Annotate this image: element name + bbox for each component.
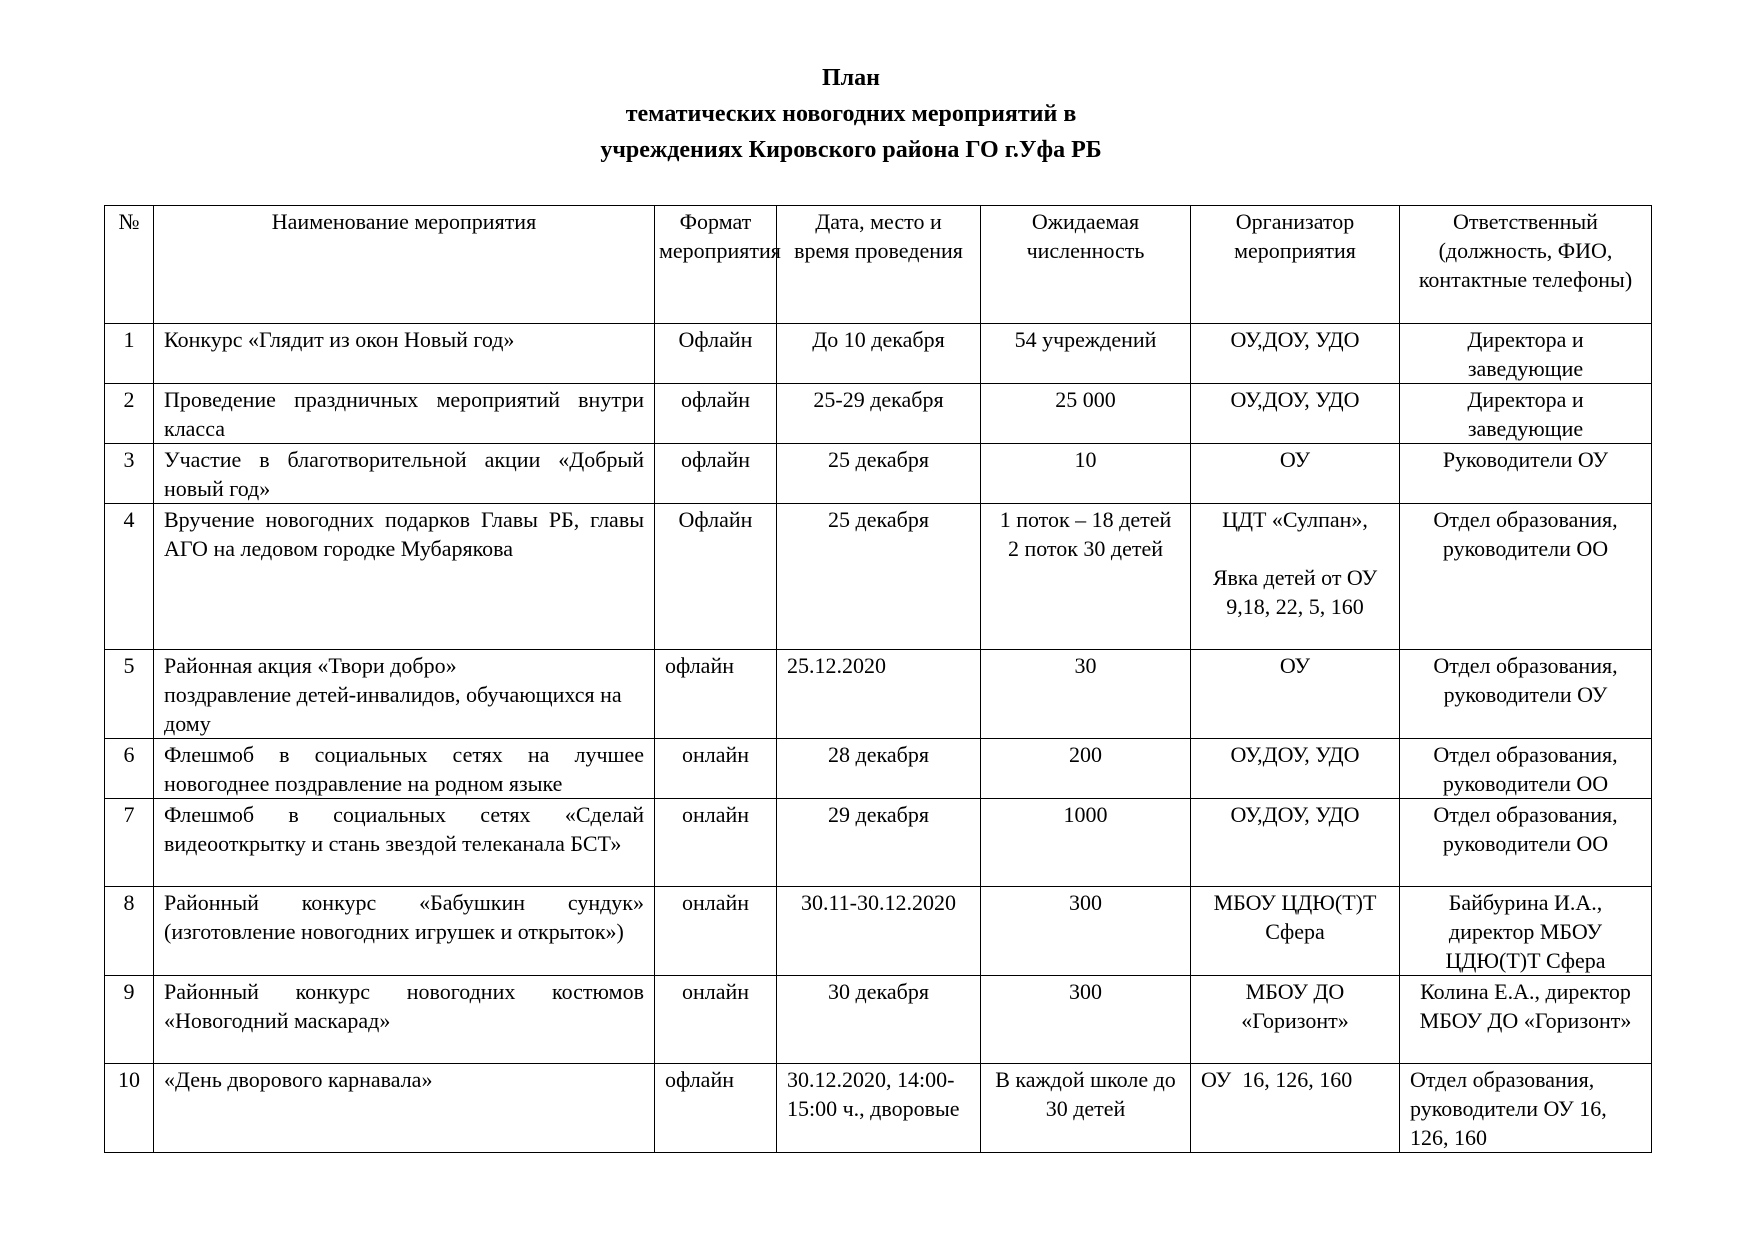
row-count (981, 504, 1191, 650)
row-responsible: Колина Е.А., директор МБОУ ДО «Горизонт» (1400, 976, 1652, 1064)
table-row (105, 739, 1652, 799)
row-count: 1000 (981, 799, 1191, 887)
row-responsible: Руководители ОУ (1400, 444, 1652, 504)
organizer-line-1: ЦДТ «Сулпан», (1222, 507, 1368, 532)
header-responsible: Ответственный (должность, ФИО, контактные телефоны) (1400, 206, 1652, 324)
table-row (105, 504, 1652, 650)
row-name: Конкурс «Глядит из окон Новый год» (154, 324, 655, 384)
header-count: Ожидаемая численность (981, 206, 1191, 324)
row-responsible: Директора и заведующие (1400, 324, 1652, 384)
row-format: онлайн (655, 887, 777, 976)
name-line-1: Районная акция «Твори добро» (164, 653, 457, 678)
title-line-2: тематических новогодних мероприятий в (625, 101, 1077, 127)
row-date: 25 декабря (777, 444, 981, 504)
count-stream-1: 1 поток – 18 детей (999, 507, 1172, 532)
events-table (104, 205, 1652, 1153)
title-line-1: План (822, 65, 880, 91)
title-line-3: учреждениях Кировского района ГО г.Уфа РБ (600, 137, 1102, 163)
row-num: 9 (105, 976, 154, 1064)
row-format: офлайн (655, 384, 777, 444)
row-num: 7 (105, 799, 154, 887)
row-organizer (1191, 504, 1400, 650)
row-name: Участие в благотворительной акции «Добрый новый год» (154, 444, 655, 504)
row-responsible: Байбурина И.А., директор МБОУ ЦДЮ(Т)Т Сфера (1400, 887, 1652, 976)
row-responsible: Отдел образования, руководители ОО (1400, 799, 1652, 887)
row-name: Районный конкурс «Бабушкин сундук» (изготовление новогодних игрушек и открыток») (154, 887, 655, 976)
row-num: 5 (105, 650, 154, 739)
row-date: 30.12.2020, 14:00-15:00 ч., дворовые (777, 1064, 981, 1153)
row-name: «День дворового карнавала» (154, 1064, 655, 1153)
row-date: 25-29 декабря (777, 384, 981, 444)
header-format: Формат мероприятия (655, 206, 777, 324)
header-date: Дата, место и время проведения (777, 206, 981, 324)
row-organizer: ОУ,ДОУ, УДО (1191, 384, 1400, 444)
row-name: Районный конкурс новогодних костюмов «Новогодний маскарад» (154, 976, 655, 1064)
row-format: офлайн (655, 650, 777, 739)
row-organizer: МБОУ ДО «Горизонт» (1191, 976, 1400, 1064)
row-num: 6 (105, 739, 154, 799)
row-count: 54 учреждений (981, 324, 1191, 384)
row-format: онлайн (655, 976, 777, 1064)
row-format: Офлайн (655, 504, 777, 650)
row-num: 4 (105, 504, 154, 650)
row-organizer: МБОУ ЦДЮ(Т)Т Сфера (1191, 887, 1400, 976)
row-date: 25 декабря (777, 504, 981, 650)
name-line-2: поздравление детей-инвалидов, обучающихся на дому (164, 682, 622, 736)
row-responsible: Отдел образования, руководители ОО (1400, 504, 1652, 650)
row-format: офлайн (655, 444, 777, 504)
table-row (105, 324, 1652, 384)
organizer-spacer (1201, 534, 1389, 563)
row-organizer: ОУ,ДОУ, УДО (1191, 739, 1400, 799)
table-row (105, 799, 1652, 887)
row-date: До 10 декабря (777, 324, 981, 384)
row-name (154, 650, 655, 739)
header-organizer: Организатор мероприятия (1191, 206, 1400, 324)
row-organizer: ОУ (1191, 444, 1400, 504)
row-count: 10 (981, 444, 1191, 504)
row-date: 30.11-30.12.2020 (777, 887, 981, 976)
table-row (105, 444, 1652, 504)
row-name: Флешмоб в социальных сетях «Сделай видеооткрытку и стань звездой телеканала БСТ» (154, 799, 655, 887)
row-count: 300 (981, 887, 1191, 976)
organizer-line-2: Явка детей от ОУ 9,18, 22, 5, 160 (1212, 565, 1378, 619)
row-organizer: ОУ,ДОУ, УДО (1191, 799, 1400, 887)
row-num: 8 (105, 887, 154, 976)
row-num: 3 (105, 444, 154, 504)
row-organizer: ОУ,ДОУ, УДО (1191, 324, 1400, 384)
table-row (105, 976, 1652, 1064)
row-count: 300 (981, 976, 1191, 1064)
row-name: Флешмоб в социальных сетях на лучшее новогоднее поздравление на родном языке (154, 739, 655, 799)
row-format: онлайн (655, 799, 777, 887)
row-responsible: Отдел образования, руководители ОУ 16, 126, 160 (1400, 1064, 1652, 1153)
row-organizer: ОУ 16, 126, 160 (1191, 1064, 1400, 1153)
header-num: № (105, 206, 154, 324)
row-date: 29 декабря (777, 799, 981, 887)
table-header-row (105, 206, 1652, 324)
row-name: Вручение новогодних подарков Главы РБ, главы АГО на ледовом городке Мубарякова (154, 504, 655, 650)
row-responsible: Директора и заведующие (1400, 384, 1652, 444)
table-row (105, 384, 1652, 444)
row-count: 25 000 (981, 384, 1191, 444)
row-num: 1 (105, 324, 154, 384)
row-date: 28 декабря (777, 739, 981, 799)
row-count: В каждой школе до 30 детей (981, 1064, 1191, 1153)
document-title (0, 60, 1702, 168)
row-responsible: Отдел образования, руководители ОО (1400, 739, 1652, 799)
row-responsible: Отдел образования, руководители ОУ (1400, 650, 1652, 739)
row-num: 10 (105, 1064, 154, 1153)
row-format: офлайн (655, 1064, 777, 1153)
table-row (105, 650, 1652, 739)
row-num: 2 (105, 384, 154, 444)
row-date: 30 декабря (777, 976, 981, 1064)
table-row (105, 1064, 1652, 1153)
row-count: 30 (981, 650, 1191, 739)
count-stream-2: 2 поток 30 детей (1007, 536, 1164, 561)
table-row (105, 887, 1652, 976)
row-format: онлайн (655, 739, 777, 799)
row-date: 25.12.2020 (777, 650, 981, 739)
row-count: 200 (981, 739, 1191, 799)
row-name: Проведение праздничных мероприятий внутри класса (154, 384, 655, 444)
row-organizer: ОУ (1191, 650, 1400, 739)
row-format: Офлайн (655, 324, 777, 384)
header-name: Наименование мероприятия (154, 206, 655, 324)
